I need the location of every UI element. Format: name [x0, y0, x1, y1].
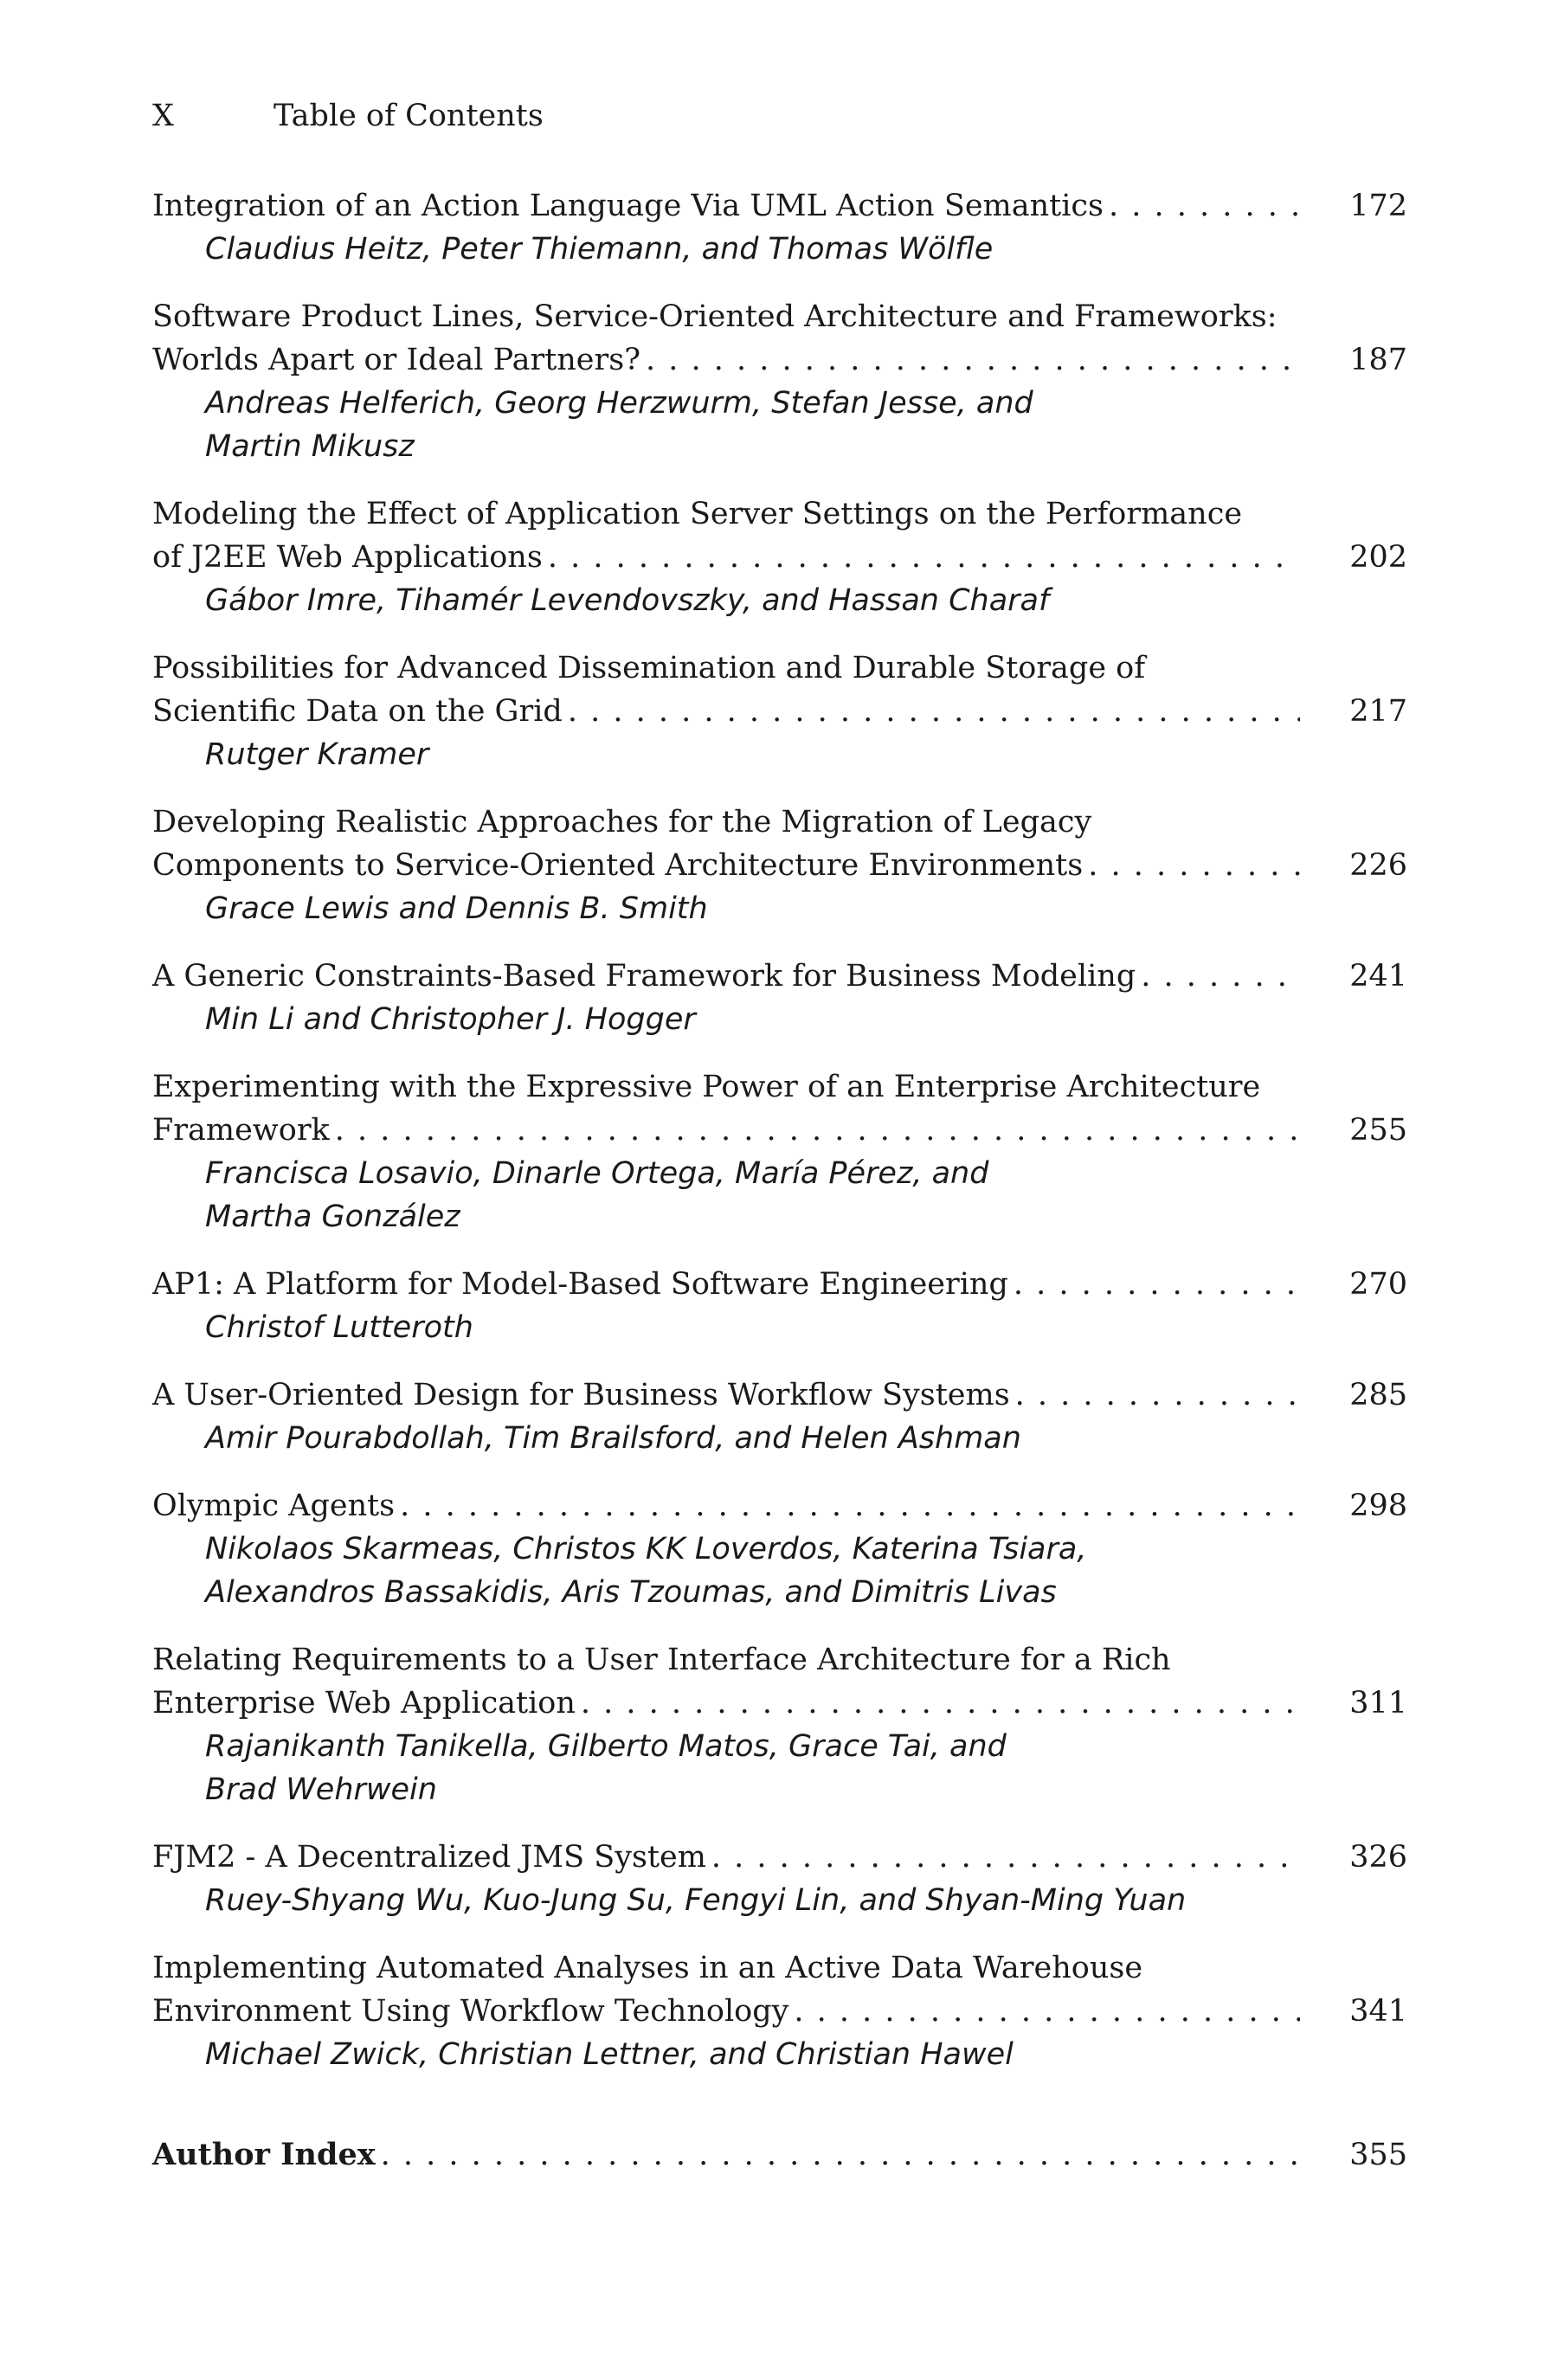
toc-entry[interactable]	[152, 184, 1407, 271]
toc-entry[interactable]	[152, 1638, 1407, 1811]
toc-entry-title	[152, 1638, 1407, 1725]
toc-entry-title	[152, 1836, 1407, 1879]
toc-title-text: Relating Requirements to a User Interface Architecture for a Rich	[152, 1643, 1171, 1677]
toc-page	[152, 91, 1407, 2177]
author-line: Christof Lutteroth	[205, 1310, 473, 1345]
toc-entry[interactable]	[152, 492, 1407, 622]
toc-title-line	[152, 1836, 1407, 1879]
author-line: Min Li and Christopher J. Hogger	[205, 1002, 696, 1037]
dot-leader	[548, 536, 1300, 579]
toc-title-line	[152, 184, 1407, 228]
author-line: Martha González	[205, 1200, 460, 1234]
toc-page-number: 326	[1349, 1840, 1407, 1875]
toc-title-line	[152, 844, 1407, 887]
toc-entry-authors	[152, 228, 1348, 271]
toc-entry-title	[152, 1373, 1407, 1417]
toc-page-number: 226	[1349, 848, 1407, 883]
toc-entry[interactable]	[152, 1373, 1407, 1460]
author-line: Michael Zwick, Christian Lettner, and Christian Hawel	[205, 2037, 1014, 2072]
toc-entry-title	[152, 295, 1407, 382]
toc-entry-authors	[152, 887, 1348, 930]
dot-leader	[1088, 844, 1300, 887]
toc-title-line	[152, 1990, 1407, 2033]
author-line: Rajanikanth Tanikella, Gilberto Matos, Grace Tai, and	[205, 1729, 1007, 1764]
dot-leader	[646, 338, 1300, 382]
author-index-entry[interactable]	[152, 2133, 1407, 2177]
toc-title-text: Olympic Agents	[152, 1489, 396, 1523]
toc-entry-authors	[152, 1152, 1348, 1238]
toc-page-number: 311	[1349, 1686, 1407, 1721]
toc-entry-authors	[152, 1417, 1348, 1460]
section-title: Table of Contents	[274, 99, 544, 133]
toc-title-text: Scientific Data on the Grid	[152, 694, 563, 729]
toc-entry-authors	[152, 1725, 1348, 1811]
dot-leader	[1014, 1263, 1300, 1306]
toc-entry-title	[152, 492, 1407, 579]
toc-title-line	[152, 646, 1407, 690]
toc-entry-title	[152, 1946, 1407, 2033]
toc-title-text: Framework	[152, 1113, 330, 1148]
author-index-label: Author Index	[152, 2137, 376, 2172]
author-line: Alexandros Bassakidis, Aris Tzoumas, and Dimitris Livas	[205, 1575, 1057, 1610]
toc-title-line	[152, 492, 1407, 536]
toc-entry[interactable]	[152, 1065, 1407, 1238]
toc-entry-authors	[152, 579, 1348, 622]
dot-leader	[400, 1484, 1300, 1528]
toc-title-line	[152, 801, 1407, 844]
toc-title-text: Experimenting with the Expressive Power of an Enterprise Architecture	[152, 1070, 1261, 1104]
toc-entry-title	[152, 801, 1407, 887]
page-number: X	[152, 99, 174, 133]
toc-title-text: Developing Realistic Approaches for the Migration of Legacy	[152, 805, 1092, 839]
toc-title-text: AP1: A Platform for Model-Based Software Engineering	[152, 1267, 1008, 1302]
dot-leader	[711, 1836, 1300, 1879]
toc-title-text: FJM2 - A Decentralized JMS System	[152, 1840, 706, 1875]
dot-leader	[568, 690, 1300, 733]
toc-list	[152, 184, 1407, 2076]
toc-entry-authors	[152, 733, 1348, 776]
author-line: Claudius Heitz, Peter Thiemann, and Thomas Wölfle	[205, 232, 994, 267]
toc-entry-authors	[152, 1528, 1348, 1614]
toc-title-text: Possibilities for Advanced Dissemination and Durable Storage of	[152, 651, 1146, 685]
toc-entry-title	[152, 646, 1407, 733]
toc-title-line	[152, 1638, 1407, 1682]
toc-entry-authors	[152, 998, 1348, 1041]
toc-entry[interactable]	[152, 1263, 1407, 1349]
toc-page-number: 172	[1349, 189, 1407, 223]
toc-page-number: 217	[1349, 694, 1407, 729]
toc-entry[interactable]	[152, 801, 1407, 930]
author-index-page: 355	[1349, 2138, 1407, 2172]
toc-title-line	[152, 1065, 1407, 1109]
author-line: Grace Lewis and Dennis B. Smith	[205, 891, 708, 926]
toc-page-number: 298	[1349, 1489, 1407, 1523]
toc-title-line	[152, 1682, 1407, 1725]
toc-title-line	[152, 295, 1407, 338]
toc-entry-authors	[152, 1879, 1348, 1922]
toc-title-text: Components to Service-Oriented Architecture Environments	[152, 848, 1084, 883]
toc-entry-title	[152, 955, 1407, 998]
toc-entry[interactable]	[152, 1484, 1407, 1614]
toc-entry[interactable]	[152, 295, 1407, 468]
toc-page-number: 255	[1349, 1113, 1407, 1148]
dot-leader	[581, 1682, 1300, 1725]
toc-page-number: 187	[1349, 343, 1407, 377]
toc-title-text: of J2EE Web Applications	[152, 540, 543, 575]
running-head	[152, 91, 1407, 141]
toc-entry-title	[152, 1065, 1407, 1152]
dot-leader	[381, 2133, 1300, 2177]
toc-page-number: 241	[1349, 959, 1407, 994]
dot-leader	[1015, 1373, 1300, 1417]
author-line: Gábor Imre, Tihamér Levendovszky, and Hassan Charaf	[205, 583, 1050, 618]
toc-entry[interactable]	[152, 646, 1407, 776]
toc-page-number: 270	[1349, 1267, 1407, 1302]
author-line: Amir Pourabdollah, Tim Brailsford, and Helen Ashman	[205, 1421, 1021, 1456]
toc-page-number: 202	[1349, 540, 1407, 575]
dot-leader	[1109, 184, 1300, 228]
toc-title-text: Modeling the Effect of Application Server Settings on the Performance	[152, 497, 1243, 531]
toc-entry[interactable]	[152, 955, 1407, 1041]
toc-title-line	[152, 955, 1407, 998]
toc-title-text: Environment Using Workflow Technology	[152, 1994, 789, 2029]
author-line: Francisca Losavio, Dinarle Ortega, María Pérez, and	[205, 1156, 989, 1191]
author-line: Brad Wehrwein	[205, 1772, 437, 1807]
toc-entry-title	[152, 1263, 1407, 1306]
toc-title-line	[152, 1373, 1407, 1417]
toc-entry[interactable]	[152, 1836, 1407, 1922]
toc-title-line	[152, 690, 1407, 733]
toc-entry-title	[152, 1484, 1407, 1528]
author-line: Nikolaos Skarmeas, Christos KK Loverdos, Katerina Tsiara,	[205, 1532, 1087, 1566]
dot-leader	[335, 1109, 1300, 1152]
toc-page-number: 285	[1349, 1378, 1407, 1412]
toc-title-line	[152, 1109, 1407, 1152]
toc-title-text: Software Product Lines, Service-Oriented Architecture and Frameworks:	[152, 299, 1277, 334]
toc-title-text: Worlds Apart or Ideal Partners?	[152, 343, 640, 377]
author-line: Rutger Kramer	[205, 737, 429, 772]
toc-title-text: Enterprise Web Application	[152, 1686, 576, 1721]
dot-leader	[794, 1990, 1300, 2033]
author-line: Ruey-Shyang Wu, Kuo-Jung Su, Fengyi Lin, and Shyan-Ming Yuan	[205, 1883, 1187, 1918]
author-line: Andreas Helferich, Georg Herzwurm, Stefan Jesse, and	[205, 386, 1033, 421]
toc-entry-authors	[152, 1306, 1348, 1349]
toc-title-text: Implementing Automated Analyses in an Active Data Warehouse	[152, 1951, 1143, 1985]
toc-title-line	[152, 1946, 1407, 1990]
toc-entry[interactable]	[152, 1946, 1407, 2076]
dot-leader	[1141, 955, 1300, 998]
toc-title-line	[152, 2133, 1407, 2177]
toc-title-line	[152, 1263, 1407, 1306]
toc-title-text: A User-Oriented Design for Business Workflow Systems	[152, 1378, 1010, 1412]
author-line: Martin Mikusz	[205, 429, 415, 464]
toc-entry-authors	[152, 2033, 1348, 2076]
toc-title-line	[152, 536, 1407, 579]
toc-entry-authors	[152, 382, 1348, 468]
toc-title-line	[152, 1484, 1407, 1528]
toc-title-text: Integration of an Action Language Via UML Action Semantics	[152, 189, 1104, 223]
toc-entry-title	[152, 184, 1407, 228]
toc-title-line	[152, 338, 1407, 382]
toc-title-text: A Generic Constraints-Based Framework for Business Modeling	[152, 959, 1136, 994]
toc-page-number: 341	[1349, 1994, 1407, 2029]
